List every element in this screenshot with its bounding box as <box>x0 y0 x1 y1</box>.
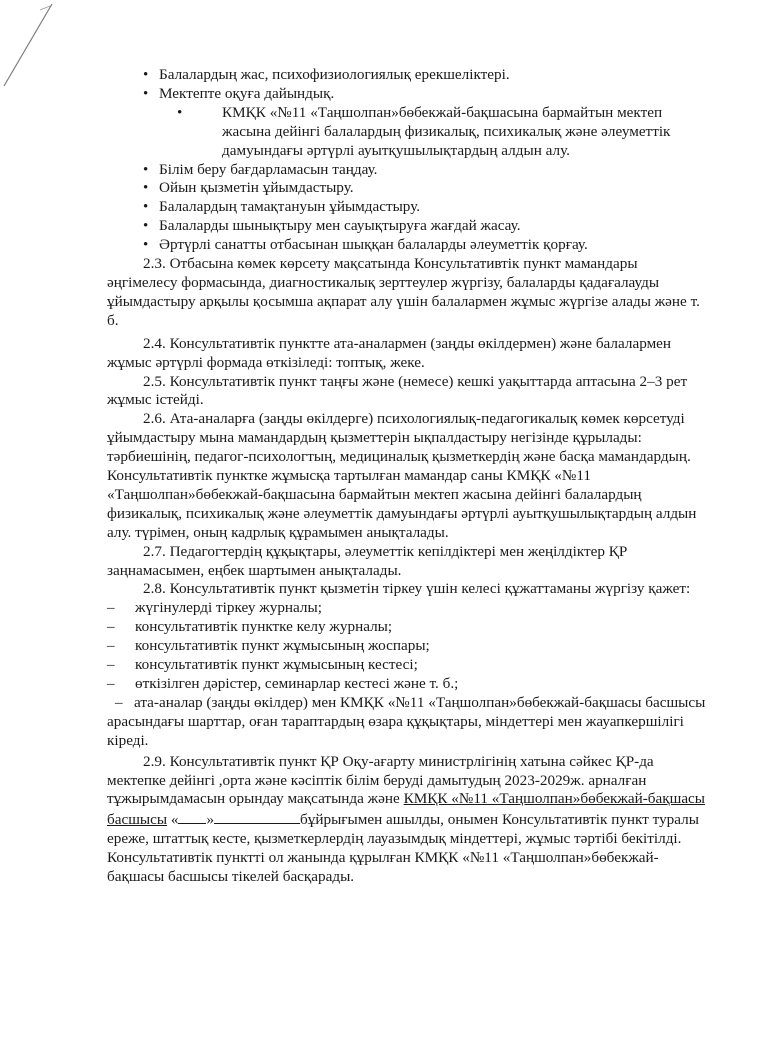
director-reference: КМҚК «№11 «Таңшолпан»бөбекжай-бақшасы басшысы <box>107 790 706 829</box>
list-item: – консультативтік пункт жұмысының жоспары; <box>107 637 430 655</box>
paragraph-2-8: 2.8. Консультативтік пункт қызметін тіркеу үшін келесі құжаттаманы жүргізу қажет: <box>143 580 691 598</box>
paragraph-2-7: 2.7. Педагогтердің құқықтары, әлеуметтік кепілдіктері мен жеңілдіктер ҚР заңнамасымен, еңбек шартымен анықталады. <box>107 542 628 579</box>
list-item: • Мектепте оқуға дайындық. <box>107 85 707 104</box>
date-blank <box>178 809 206 824</box>
paragraph-2-6: 2.6. Ата-аналарға (заңды өкілдерге) психологиялық-педагогикалық көмек көрсетуді ұйымдастыру мына мамандардың қызметтерін ықпалдастыру негізінде құрылады: тәрбиешінің, педагог-психологтың, медициналық қызметкердің және басқа мамандардың. Консультативтік пунктке жұмысқа тартылған мамандар саны КМҚК «№11 «Таңшолпан»бөбекжай-бақшасына бармайтын мектеп жасына дейінгі балалардың физикалық, психикалық және әлеуметтік дамуындағы әртүрлі ауытқушылықтардың алдын алу. түрімен, оның кадрлық құрамымен анықталады. <box>107 410 697 541</box>
list-item: • Балалардың тамақтануын ұйымдастыру. <box>107 198 707 217</box>
documentation-list <box>107 599 707 750</box>
paragraph-2-3: 2.3. Отбасына көмек көрсету мақсатында Консультативтік пункт мамандары әңгімелесу формасында, диагностикалық зерттеулер жүргізу, балаларды қадағалауды ұйымдастыру арқылы қосымша ақпарат алу үшін балалармен жұмыс жүргізе алады және т. б. <box>107 255 700 329</box>
list-item: • КМҚК «№11 «Таңшолпан»бөбекжай-бақшасына бармайтын мектеп жасына дейінгі балалардың физикалық, психикалық және әлеуметтік дамуындағы әртүрлі ауытқушылықтардың алдын алу. <box>107 104 707 161</box>
number-blank <box>214 809 300 824</box>
paragraph-2-4: 2.4. Консультативтік пунктте ата-аналармен (заңды өкілдермен) және балалармен жұмыс әртүрлі формада өткізіледі: топтық, жеке. <box>107 334 672 371</box>
paragraph-2-9: 2.9. Консультативтік пункт ҚР Оқу-ағарту министрлігінің хатына сәйкес ҚР-да мектепке дейінгі ,орта және кәсіптік білім беруді дамытудың 2023-2029ж. арналған тұжырымдамасын орындау мақсатында және КМҚК «№11 «Таңшолпан»бөбекжай-бақшасы басшысы « » бұйрығымен ашылды, онымен Консультативтік пункт туралы ереже, штаттық кесте, қызметкерлердің лауазымдық міндеттері, жұмыс тәртібі бекітілді. Консультативтік пунктті ол жанында құрылған КМҚК «№11 «Таңшолпан»бөбекжай-бақшасы басшысы тікелей басқарады. <box>107 752 706 886</box>
scan-edge-mark <box>0 0 60 90</box>
list-item: – жүгінулерді тіркеу журналы; <box>107 599 322 617</box>
list-item: • Әртүрлі санатты отбасынан шыққан балаларды әлеуметтік қорғау. <box>107 236 707 255</box>
paragraph-2-5: 2.5. Консультативтік пункт таңғы және (немесе) кешкі уақыттарда аптасына 2–3 рет жұмыс істейді. <box>107 372 688 409</box>
bullet-list <box>107 161 707 256</box>
list-item: – консультативтік пункт жұмысының кестесі; <box>107 656 418 674</box>
list-item: • Білім беру бағдарламасын таңдау. <box>107 161 707 180</box>
list-item: – ата-аналар (заңды өкілдер) мен КМҚК «№11 «Таңшолпан»бөбекжай-бақшасы басшысы арасындағы шарттар, оған тараптардың өзара құқықтары, міндеттері мен жауапкершілігі кіреді. <box>107 693 706 749</box>
list-item: • Балалардың жас, психофизиологиялық ерекшеліктері. <box>107 66 707 85</box>
list-item: – консультативтік пунктке келу журналы; <box>107 618 393 636</box>
bullet-list <box>107 66 707 104</box>
list-item: – өткізілген дәрістер, семинарлар кестесі және т. б.; <box>107 675 459 692</box>
list-item: • Балаларды шынықтыру мен сауықтыруға жағдай жасау. <box>107 217 707 236</box>
list-item: • Ойын қызметін ұйымдастыру. <box>107 179 707 198</box>
sub-bullet-list <box>107 104 707 161</box>
document-page <box>107 66 707 887</box>
